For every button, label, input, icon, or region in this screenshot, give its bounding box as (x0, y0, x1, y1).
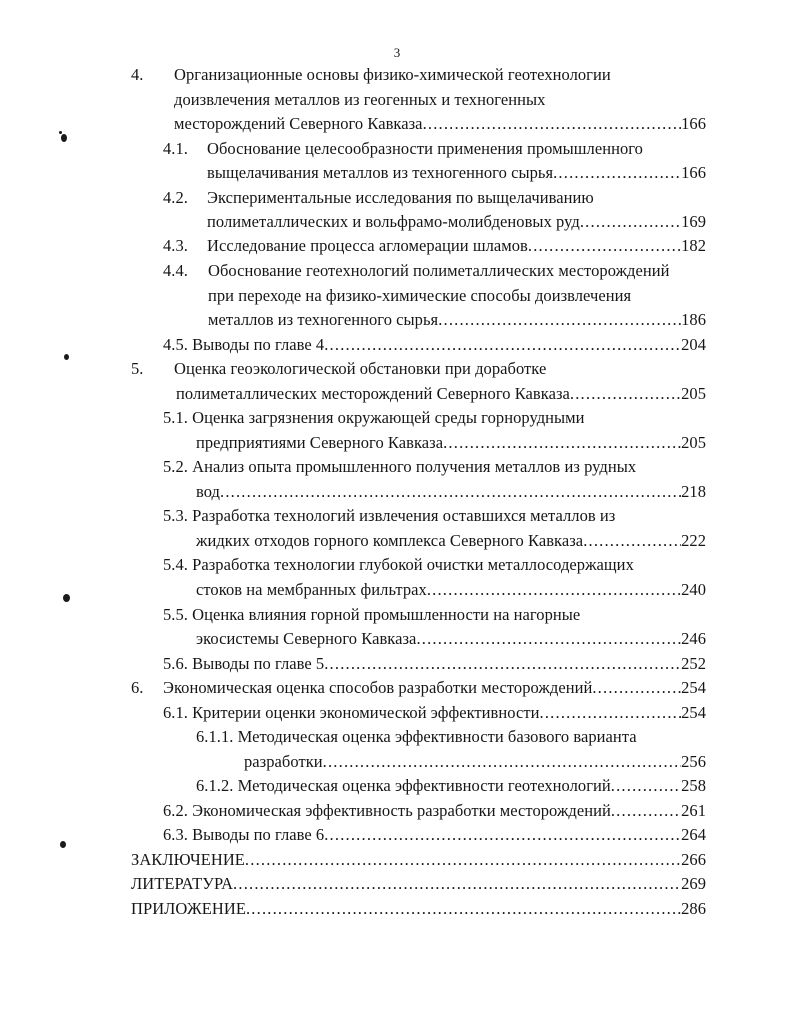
scan-speck (61, 134, 67, 142)
toc-section-5-5-end: экосистемы Северного Кавказа ..... 246 (196, 627, 706, 651)
dot-leader (570, 382, 681, 406)
dot-leader (443, 431, 681, 455)
toc-section-6-3: 6.3. Выводы по главе 6 ..... 264 (163, 823, 706, 847)
toc-section-number: 4.1. (163, 139, 188, 158)
toc-page-number: 258 (681, 776, 706, 795)
toc-chapter-5-number: 5. (131, 359, 144, 378)
dot-leader (528, 234, 681, 258)
toc-section-5-3: 5.3. Разработка технологий извлечения оставшихся металлов из (163, 506, 616, 525)
toc-chapter-5-title-end: полиметаллических месторождений Северного Кавказа ..... 205 (176, 382, 706, 406)
toc-chapter-4-title: Организационные основы физико-химической геотехнологии (174, 65, 611, 84)
dot-leader (246, 897, 681, 921)
toc-section-5-2-end: вод ..... 218 (196, 480, 706, 504)
page-number: 3 (393, 45, 401, 60)
dot-leader (323, 750, 681, 774)
toc-section-title: Экспериментальные исследования по выщелачиванию (207, 188, 594, 207)
dot-leader (220, 480, 681, 504)
toc-page-number: 286 (681, 899, 706, 918)
toc-page-number: 205 (681, 433, 706, 452)
toc-section-4-4-cont: при переходе на физико-химические способы доизвлечения (208, 286, 632, 305)
toc-section-4-2-end: полиметаллических и вольфрамо-молибденовых руд ..... 169 (207, 210, 706, 234)
toc-appendix: ПРИЛОЖЕНИЕ ..... 286 (131, 897, 706, 921)
toc-conclusion: ЗАКЛЮЧЕНИЕ ..... 266 (131, 848, 706, 872)
toc-chapter-4-line-1 (0, 63, 794, 87)
toc-section-5-1-end: предприятиями Северного Кавказа ..... 205 (196, 431, 706, 455)
toc-section-5-3-end: жидких отходов горного комплекса Северного Кавказа ..... 222 (196, 529, 706, 553)
toc-page-number: 254 (681, 678, 706, 697)
dot-leader (553, 161, 681, 185)
toc-section-4-4-end: металлов из техногенного сырья ..... 186 (208, 308, 706, 332)
toc-page-number: 264 (681, 825, 706, 844)
dot-leader (416, 627, 681, 651)
toc-section-4-1-end: выщелачивания металлов из техногенного сырья ..... 166 (207, 161, 706, 185)
scan-speck (59, 131, 62, 134)
dot-leader (324, 652, 681, 676)
toc-chapter-4-title-end: месторождений Северного Кавказа ..... 166 (174, 112, 706, 136)
toc-page-number: 186 (681, 310, 706, 329)
toc-section-6-1-2: 6.1.2. Методическая оценка эффективности геотехнологий ..... 258 (196, 774, 706, 798)
toc-section-6-1-1-end: разработки ..... 256 (244, 750, 706, 774)
toc-page-number: 204 (681, 335, 706, 354)
toc-section-5-2: 5.2. Анализ опыта промышленного получения металлов из рудных (163, 457, 637, 476)
toc-page-number: 240 (681, 580, 706, 599)
toc-section-5-4-end: стоков на мембранных фильтрах ..... 240 (196, 578, 706, 602)
toc-section-5-6: 5.6. Выводы по главе 5 ..... 252 (163, 652, 706, 676)
toc-page-number: 252 (681, 654, 706, 673)
dot-leader (233, 872, 681, 896)
toc-page-number: 266 (681, 850, 706, 869)
toc-section-6-1: 6.1. Критерии оценки экономической эффективности ..... 254 (163, 701, 706, 725)
dot-leader (427, 578, 681, 602)
toc-page-number: 166 (681, 163, 706, 182)
dot-leader (592, 676, 681, 700)
toc-section-title: Обоснование целесообразности применения промышленного (207, 139, 643, 158)
toc-section-4-4 (0, 259, 794, 283)
scan-speck (63, 594, 70, 602)
toc-page-number: 256 (681, 752, 706, 771)
toc-section-number: 4.4. (163, 261, 188, 280)
toc-page-number: 254 (681, 703, 706, 722)
toc-page-number: 222 (681, 531, 706, 550)
toc-section-number: 4.2. (163, 188, 188, 207)
toc-chapter-5-title: Оценка геоэкологической обстановки при доработке (174, 359, 547, 378)
toc-section-4-5: 4.5. Выводы по главе 4 ..... 204 (163, 333, 706, 357)
toc-section-6-1-1: 6.1.1. Методическая оценка эффективности базового варианта (196, 727, 637, 746)
toc-section-5-4: 5.4. Разработка технологии глубокой очистки металлосодержащих (163, 555, 634, 574)
toc-section-4-3-title: Исследование процесса агломерации шламов ..... 182 (207, 234, 706, 258)
dot-leader (245, 848, 681, 872)
dot-leader (324, 333, 681, 357)
dot-leader (611, 799, 681, 823)
toc-chapter-6-number: 6. (131, 678, 144, 697)
toc-page-number: 246 (681, 629, 706, 648)
toc-section-5-5: 5.5. Оценка влияния горной промышленности на нагорные (163, 605, 581, 624)
toc-chapter-5-line-1 (0, 357, 794, 381)
toc-page-number: 269 (681, 874, 706, 893)
toc-section-number: 4.3. (163, 236, 188, 255)
toc-section-4-2 (0, 186, 794, 210)
dot-leader (324, 823, 681, 847)
toc-page-number: 169 (681, 212, 706, 231)
toc-section-5-1: 5.1. Оценка загрязнения окружающей среды горнорудными (163, 408, 585, 427)
dot-leader (611, 774, 681, 798)
dot-leader (580, 210, 681, 234)
scan-speck (60, 841, 66, 848)
toc-literature: ЛИТЕРАТУРА ..... 269 (131, 872, 706, 896)
toc-section-4-1 (0, 137, 794, 161)
toc-section-6-2: 6.2. Экономическая эффективность разработки месторождений ..... 261 (163, 799, 706, 823)
toc-chapter-4-number: 4. (131, 65, 144, 84)
scan-speck (64, 354, 69, 360)
dot-leader (438, 308, 681, 332)
toc-chapter-4-title-cont: доизвлечения металлов из геогенных и техногенных (174, 90, 546, 109)
toc-page-number: 166 (681, 114, 706, 133)
dot-leader (540, 701, 682, 725)
toc-section-title: Обоснование геотехнологий полиметаллических месторождений (208, 261, 670, 280)
toc-page-number: 182 (681, 236, 706, 255)
dot-leader (423, 112, 682, 136)
dot-leader (583, 529, 681, 553)
toc-page-number: 261 (681, 801, 706, 820)
toc-chapter-6-title: Экономическая оценка способов разработки месторождений ..... 254 (163, 676, 706, 700)
toc-page-number: 205 (681, 384, 706, 403)
toc-page-number: 218 (681, 482, 706, 501)
